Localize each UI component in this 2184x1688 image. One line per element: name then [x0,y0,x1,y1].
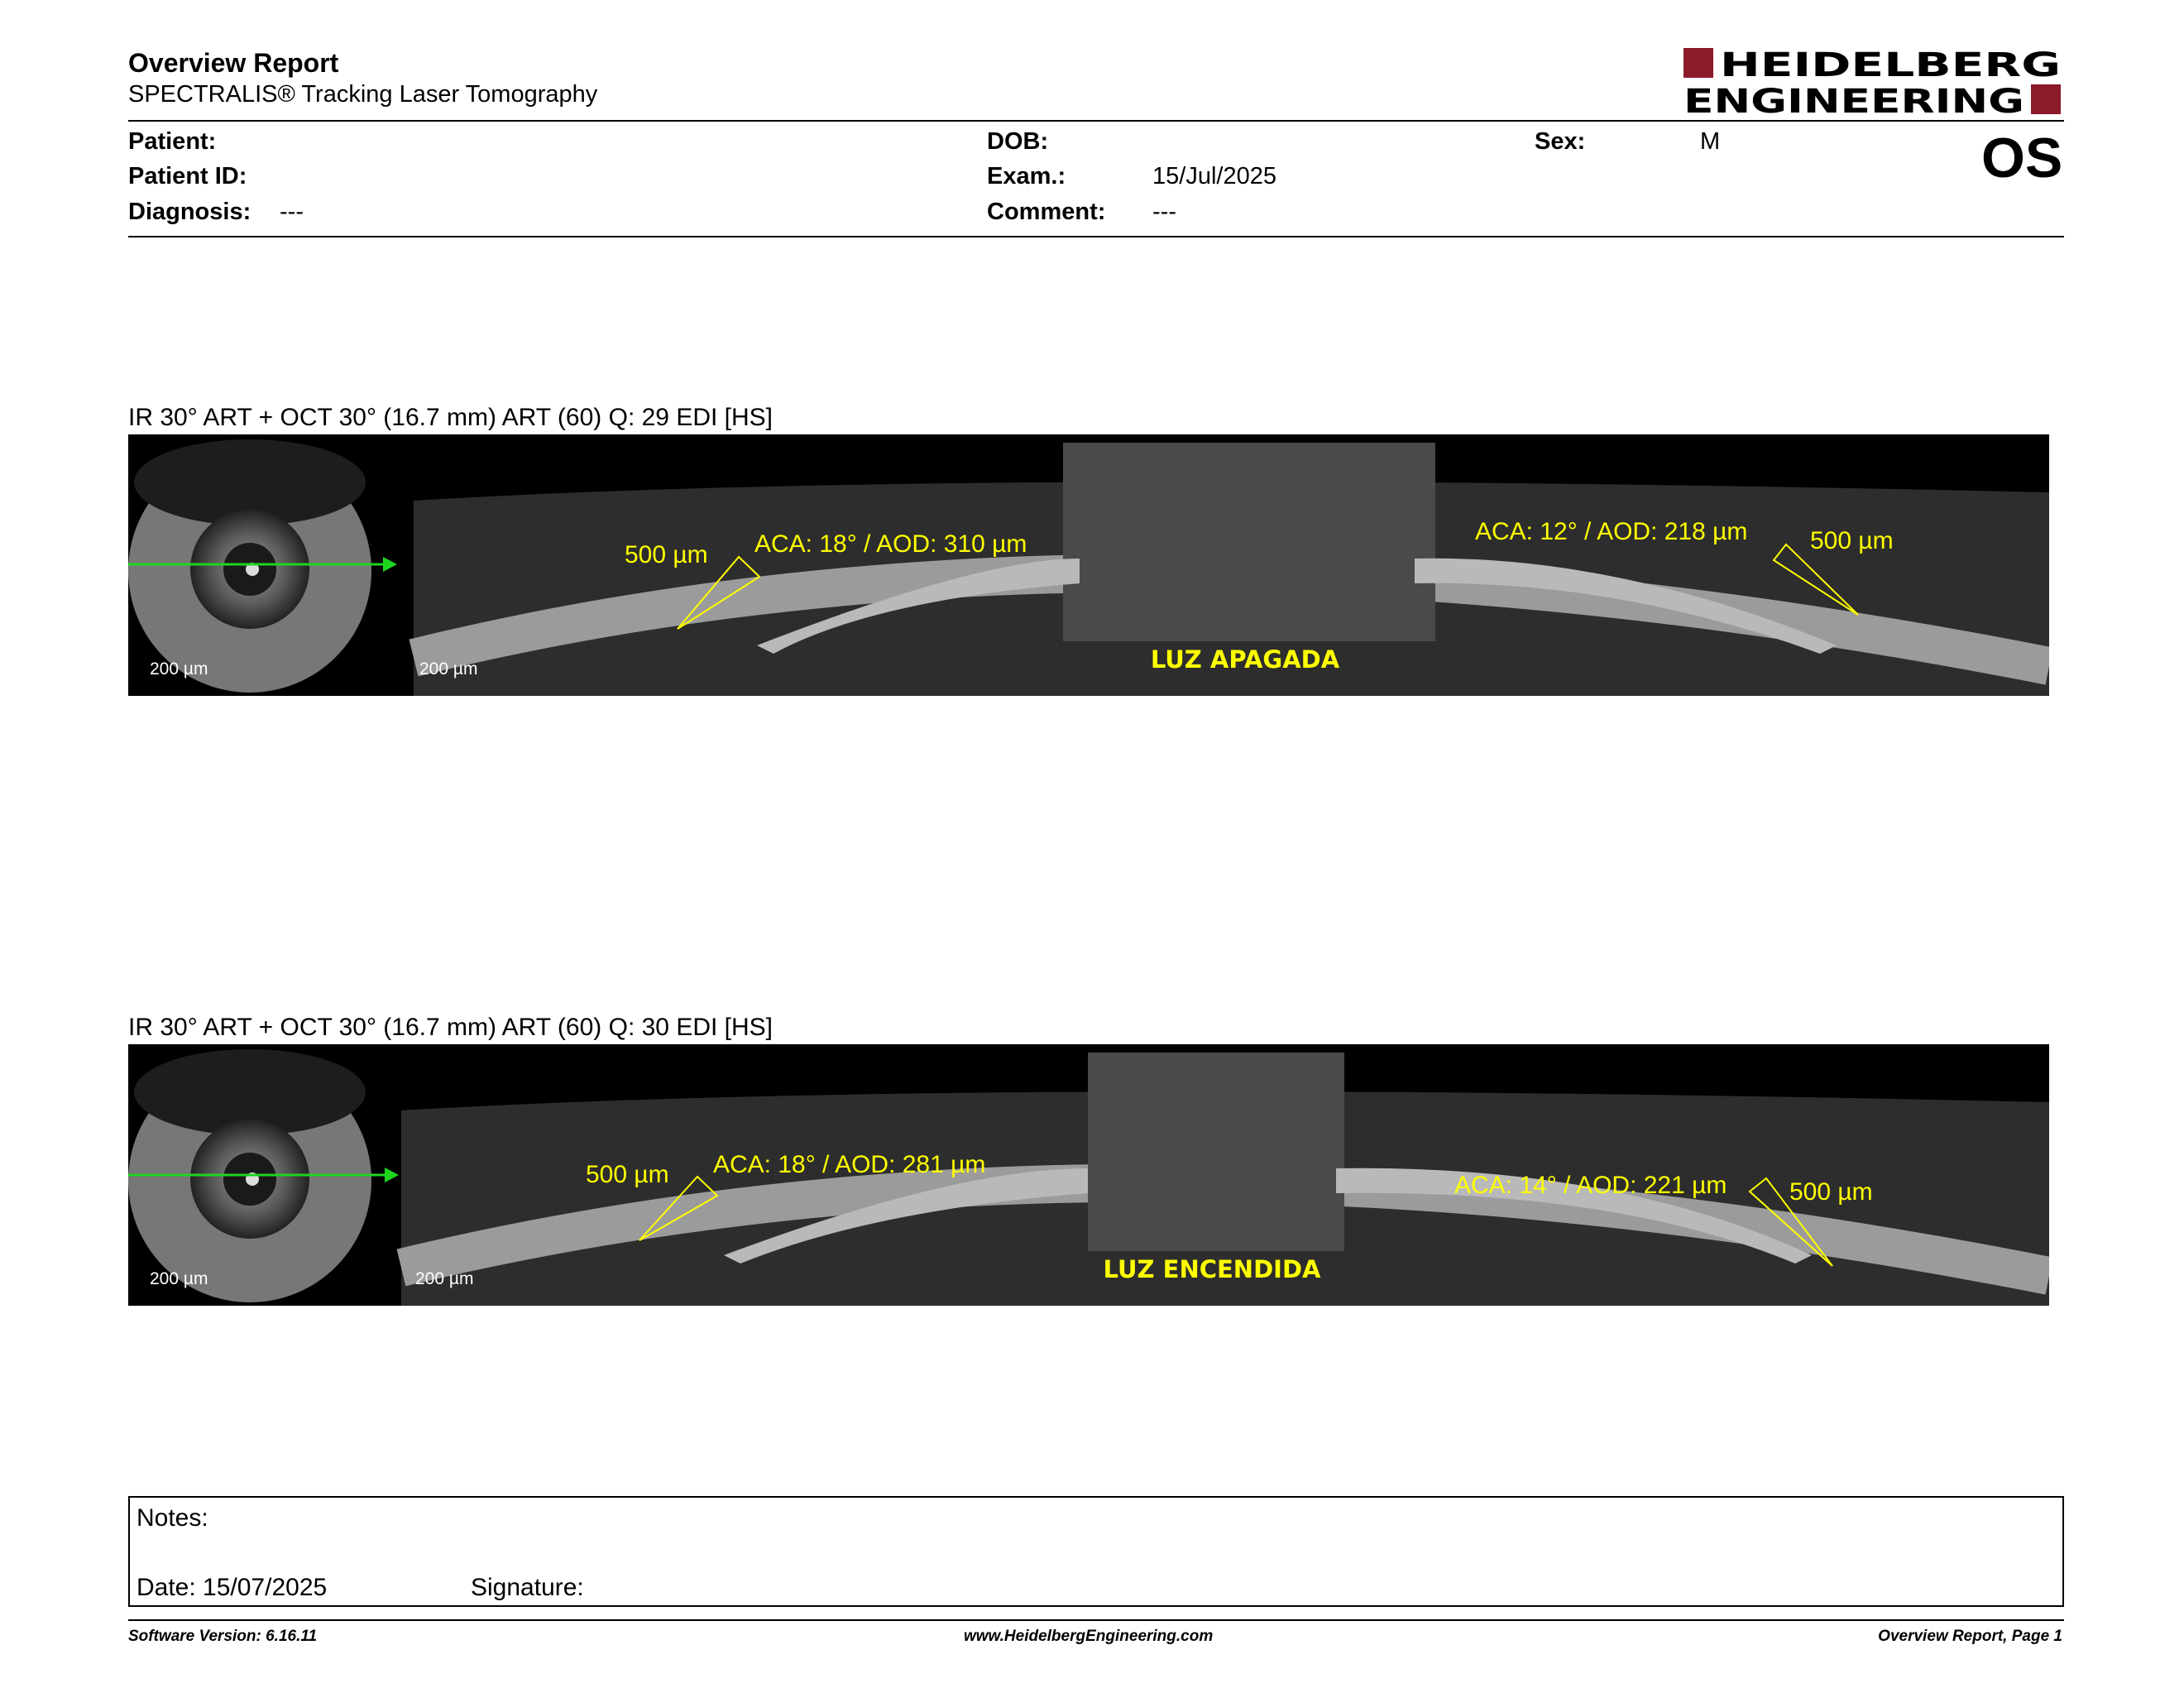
condition-label: LUZ APAGADA [1150,645,1340,674]
left-measure-label: ACA: 18° / AOD: 310 µm [754,530,1027,558]
comment-label: Comment: [987,199,1106,225]
heidelberg-logo [1684,46,2062,116]
patient-label: Patient: [128,128,217,155]
software-version: Software Version: 6.16.11 [128,1628,318,1645]
ir-fundus-image [128,439,397,693]
condition-label: LUZ ENCENDIDA [1103,1255,1321,1283]
right-measure-label: ACA: 14° / AOD: 221 µm [1454,1172,1727,1199]
scan-1-panel [128,434,2049,696]
oct-scale-label: 200 µm [415,1269,474,1288]
sex-value: M [1700,128,1721,155]
exam-date: 15/Jul/2025 [1152,163,1276,189]
date-label: Date: 15/07/2025 [136,1574,328,1601]
diagnosis-value: --- [280,199,304,225]
report-subtitle: SPECTRALIS® Tracking Laser Tomography [128,81,598,108]
sex-label: Sex: [1535,128,1586,155]
scan-2-caption: IR 30° ART + OCT 30° (16.7 mm) ART (60) Q: 30 EDI [HS] [128,1014,774,1041]
left-measure-label: ACA: 18° / AOD: 281 µm [713,1151,986,1178]
header-rule [128,120,2064,122]
right-length-label: 500 µm [1810,527,1894,554]
notes-label: Notes: [136,1504,208,1532]
dob-label: DOB: [987,128,1049,155]
scan-2-panel [128,1044,2049,1306]
oct-scale-label: 200 µm [419,659,478,679]
notes-box [128,1496,2064,1607]
report-title: Overview Report [128,48,339,78]
patient-id-label: Patient ID: [128,163,247,189]
website-link[interactable]: www.HeidelbergEngineering.com [964,1628,1214,1645]
svg-text:HEIDELBERG: HEIDELBERG [1720,46,2061,84]
left-length-label: 500 µm [625,541,708,568]
page-number: Overview Report, Page 1 [1878,1628,2062,1645]
exam-label: Exam.: [987,163,1066,189]
signature-label: Signature: [471,1574,584,1601]
ir-fundus-image [128,1049,399,1302]
left-length-label: 500 µm [586,1161,669,1188]
footer-rule [128,1619,2064,1621]
svg-text:ENGINEERING: ENGINEERING [1684,83,2024,116]
ir-scale-label: 200 µm [150,659,208,679]
eye-indicator: OS [1981,127,2063,189]
right-measure-label: ACA: 12° / AOD: 218 µm [1475,518,1748,545]
scan-1-caption: IR 30° ART + OCT 30° (16.7 mm) ART (60) Q: 29 EDI [HS] [128,404,774,431]
diagnosis-label: Diagnosis: [128,199,251,225]
comment-value: --- [1152,199,1176,225]
ir-scale-label: 200 µm [150,1269,208,1288]
right-length-label: 500 µm [1789,1178,1873,1206]
patient-rule [128,236,2064,237]
